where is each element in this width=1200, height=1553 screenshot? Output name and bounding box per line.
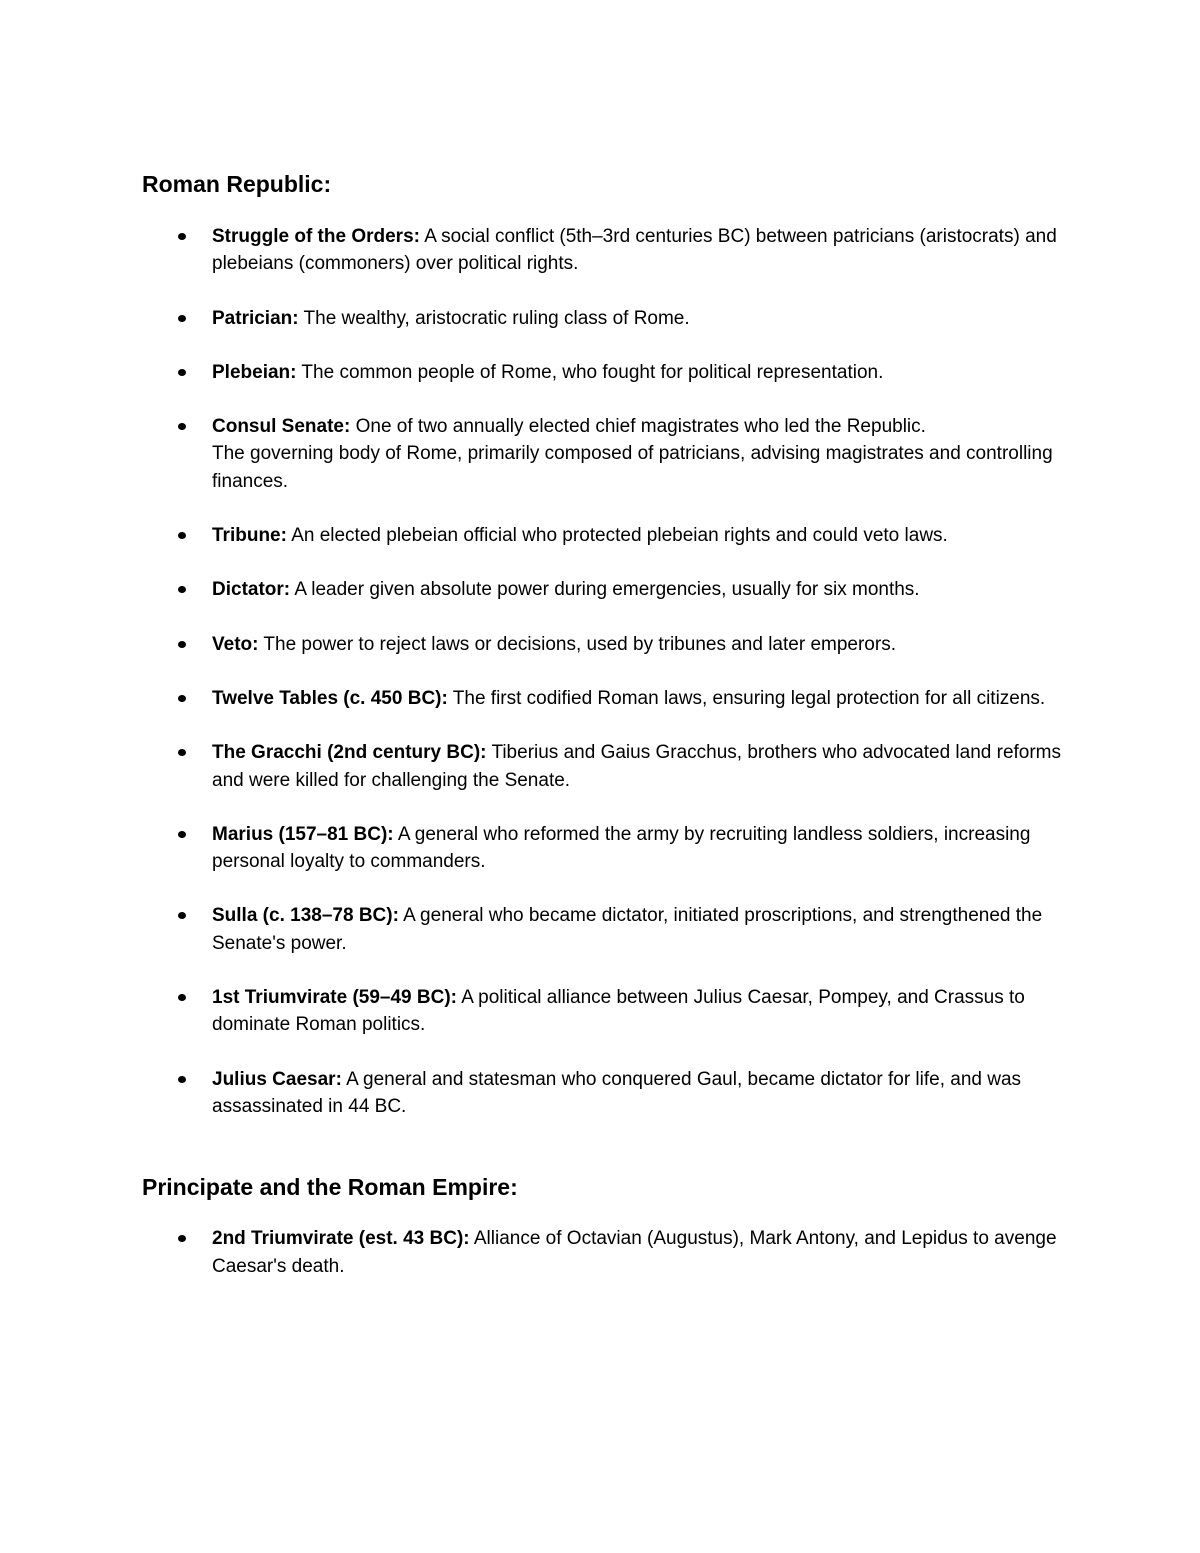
bullet-icon	[178, 831, 186, 838]
term-list	[142, 1225, 1062, 1280]
bullet-icon	[178, 586, 186, 593]
term-definition: The wealthy, aristocratic ruling class of Rome.	[303, 307, 690, 329]
term-label: Plebeian:	[212, 361, 297, 383]
bullet-icon	[178, 1235, 186, 1242]
term-definition-continued: The governing body of Rome, primarily composed of patricians, advising magistrates and controlling finances.	[212, 443, 1053, 492]
term-label: 1st Triumvirate (59–49 BC):	[212, 987, 457, 1009]
term-definition: Tiberius and Gaius Gracchus, brothers who advocated land reforms and were killed for challenging the Senate.	[212, 742, 1062, 791]
term-definition: The common people of Rome, who fought for political representation.	[301, 361, 884, 383]
bullet-icon	[178, 1076, 186, 1083]
term-definition: A general and statesman who conquered Gaul, became dictator for life, and was assassinated in 44 BC.	[212, 1068, 1022, 1117]
list-item	[142, 522, 1062, 549]
list-item	[142, 902, 1062, 957]
term-definition: An elected plebeian official who protected plebeian rights and could veto laws.	[291, 525, 948, 547]
term-label: Julius Caesar:	[212, 1068, 342, 1090]
term-definition: The first codified Roman laws, ensuring legal protection for all citizens.	[452, 687, 1046, 709]
term-label: Patrician:	[212, 307, 299, 329]
term-label: Marius (157–81 BC):	[212, 823, 394, 845]
term-definition: A general who reformed the army by recruiting landless soldiers, increasing personal loyalty to commanders.	[212, 823, 1031, 873]
list-item	[142, 685, 1062, 712]
term-label: Struggle of the Orders:	[212, 226, 420, 247]
bullet-icon	[178, 423, 186, 430]
section-heading: Principate and the Roman Empire:	[142, 1174, 518, 1201]
list-item	[142, 223, 1062, 278]
term-label: The Gracchi (2nd century BC):	[212, 742, 487, 764]
bullet-icon	[178, 749, 186, 756]
term-definition: The power to reject laws or decisions, used by tribunes and later emperors.	[263, 633, 896, 655]
term-label: Tribune:	[212, 525, 287, 547]
bullet-icon	[178, 641, 186, 648]
term-label: Dictator:	[212, 579, 291, 601]
list-item	[142, 359, 1062, 386]
term-definition: Alliance of Octavian (Augustus), Mark Antony, and Lepidus to avenge Caesar's death.	[212, 1228, 1057, 1277]
list-item	[142, 739, 1062, 794]
term-label: 2nd Triumvirate (est. 43 BC):	[212, 1228, 470, 1250]
term-label: Sulla (c. 138–78 BC):	[212, 905, 399, 927]
term-definition: A general who became dictator, initiated proscriptions, and strengthened the Senate's power.	[212, 905, 1043, 954]
term-label: Consul Senate:	[212, 416, 351, 438]
section-roman-republic	[142, 168, 1062, 1120]
document-page	[142, 168, 1062, 1307]
list-item	[142, 1066, 1062, 1121]
bullet-icon	[178, 695, 186, 702]
bullet-icon	[178, 912, 186, 919]
bullet-icon	[178, 532, 186, 539]
term-list	[142, 223, 1062, 1120]
list-item	[142, 1225, 1062, 1280]
term-label: Veto:	[212, 633, 259, 655]
bullet-icon	[178, 315, 186, 322]
bullet-icon	[178, 233, 186, 240]
section-principate-empire	[142, 1171, 1062, 1280]
list-item	[142, 305, 1062, 332]
bullet-icon	[178, 369, 186, 376]
list-item	[142, 576, 1062, 603]
bullet-icon	[178, 994, 186, 1001]
list-item	[142, 821, 1062, 876]
list-item	[142, 984, 1062, 1039]
term-definition: A leader given absolute power during emergencies, usually for six months.	[294, 579, 920, 601]
list-item	[142, 631, 1062, 658]
term-definition: One of two annually elected chief magistrates who led the Republic.	[355, 416, 926, 438]
term-definition: A political alliance between Julius Caesar, Pompey, and Crassus to dominate Roman politics.	[212, 987, 1025, 1036]
section-heading: Roman Republic:	[142, 171, 332, 197]
term-label: Twelve Tables (c. 450 BC):	[212, 687, 448, 709]
term-definition: A social conflict (5th–3rd centuries BC) between patricians (aristocrats) and plebeians (commoners) over political rights.	[212, 226, 1057, 275]
list-item	[142, 413, 1062, 495]
